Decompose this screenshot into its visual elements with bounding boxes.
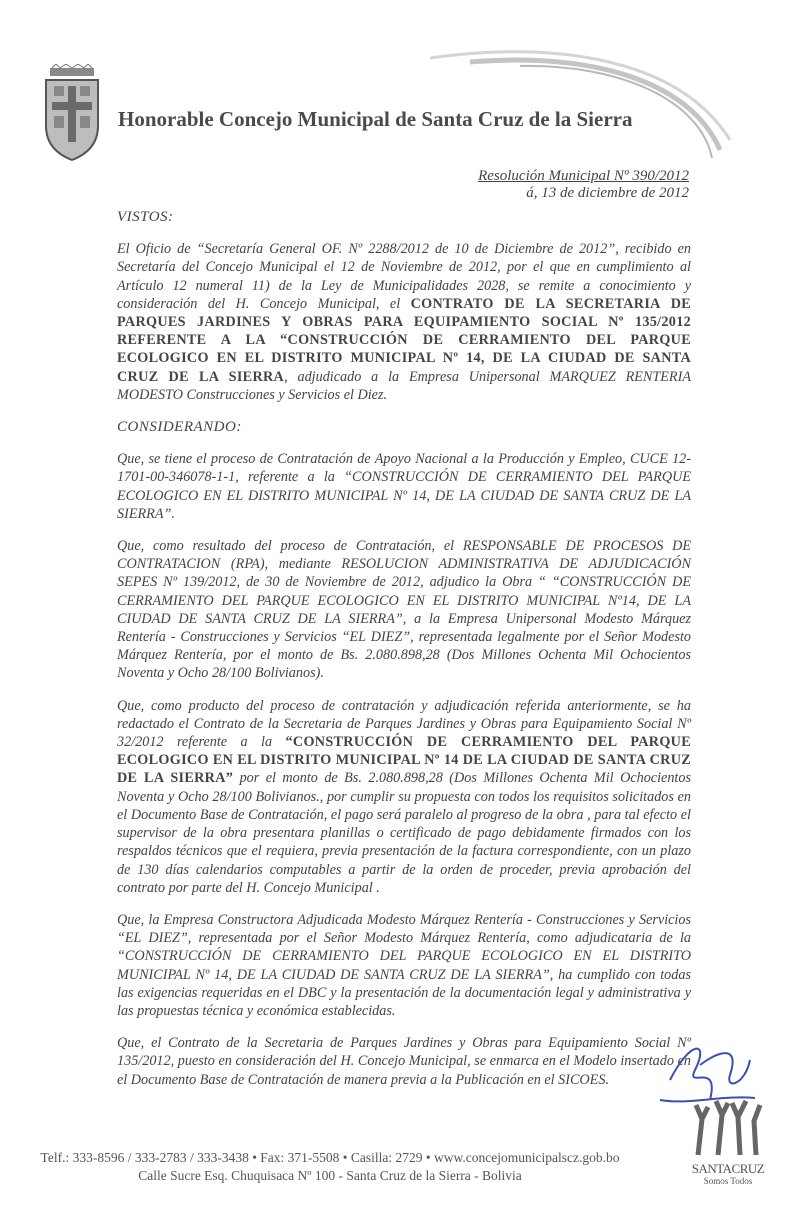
p3-text-b: por el monto de Bs. 2.080.898,28 (Dos Millones Ochenta Mil Ochocientos Noventa y Ocho 28/100 Bolivianos., por cumplir su propuesta con todos los requisitos solicitados en el Documento Base de Contratación, el pago será paralelo al progreso de la obra , para tal efecto el supervisor de la obra presentara planillas o certificado de pago debidamente firmados con los respaldos técnicos que el requiera, previa presentación de la factura correspondiente, con un plazo de 130 días calendarios computables a partir de la orden de proceder, previa aprobación del contrato por parte del H. Concejo Municipal . (117, 770, 691, 896)
resolution-reference (478, 168, 689, 202)
considerando-paragraph-5: Que, el Contrato de la Secretaria de Parques Jardines y Obras para Equipamiento Social Nº 135/2012, puesto en consideración del H. Concejo Municipal, se enmarca en el Modelo insertado en el Documento Base de Contratación de manera previa a la Publicación en el SICOES. (117, 1035, 691, 1088)
considerando-paragraph-4: Que, la Empresa Constructora Adjudicada Modesto Márquez Rentería - Construcciones y Servicios “EL DIEZ”, representada por el Señor Modesto Márquez Rentería, como adjudicataria de la “CONSTRUCCIÓN DE CERRAMIENTO DEL PARQUE ECOLOGICO EN EL DISTRITO MUNICIPAL Nº 14, DE LA CIUDAD DE SANTA CRUZ DE LA SIERRA”, ha cumplido con todas las exigencias requeridas en el DBC y la presentación de la documentación legal y administrativa y las propuestas técnica y económica establecidas. (117, 911, 691, 1019)
resolution-number: Resolución Municipal Nº 390/2012 (478, 168, 689, 184)
footer-address: Calle Sucre Esq. Chuquisaca Nº 100 - Santa Cruz de la Sierra - Bolivia (138, 1168, 522, 1183)
considerando-paragraph-1: Que, se tiene el proceso de Contratación de Apoyo Nacional a la Producción y Empleo, CUCE 12-1701-00-346078-1-1, referente a la “CONSTRUCCIÓN DE CERRAMIENTO DEL PARQUE ECOLOGICO EN EL DISTRITO MUNICIPAL Nº 14, DE LA CIUDAD DE SANTA CRUZ DE LA SIERRA”. (117, 451, 691, 522)
coat-of-arms-icon (40, 64, 104, 162)
document-body (117, 208, 691, 1089)
vistos-paragraph (117, 240, 691, 404)
p3-bold-title: “CONSTRUCCIÓN DE CERRAMIENTO DEL PARQUE ECOLOGICO EN EL DISTRITO MUNICIPAL Nº 14 DE LA CIUDAD DE SANTA CRUZ DE LA SIERRA” (117, 734, 691, 787)
logo-name: SANTACRUZ (691, 1161, 765, 1176)
vistos-bold-contract: CONTRATO DE LA SECRETARIA DE PARQUES JARDINES Y OBRAS PARA EQUIPAMIENTO SOCIAL Nº 135/2012 REFERENTE A LA “CONSTRUCCIÓN DE CERRAMIENTO DEL PARQUE ECOLOGICO EN EL DISTRITO MUNICIPAL Nº 14, DE LA CIUDAD DE SANTA CRUZ DE LA SIERRA (117, 295, 691, 385)
institution-title: Honorable Concejo Municipal de Santa Cruz de la Sierra (118, 107, 633, 131)
considerando-heading: CONSIDERANDO: (117, 419, 242, 436)
considerando-paragraph-2: Que, como resultado del proceso de Contratación, el RESPONSABLE DE PROCESOS DE CONTRATACION (RPA), mediante RESOLUCION ADMINISTRATIVA DE ADJUDICACIÓN SEPES Nº 139/2012, de 30 de Noviembre de 2012, adjudico la Obra “ “CONSTRUCCIÓN DE CERRAMIENTO DEL PARQUE ECOLOGICO EN EL DISTRITO MUNICIPAL Nº14, DE LA CIUDAD DE SANTA CRUZ DE LA SIERRA”, a la Empresa Unipersonal Modesto Márquez Rentería - Construcciones y Servicios “EL DIEZ”, representada legalmente por el Señor Modesto Márquez Rentería, por el monto de Bs. 2.080.898,28 (Dos Millones Ochenta Mil Ochocientos Noventa y Ocho 28/100 Bolivianos). (117, 538, 691, 682)
considerando-paragraph-3 (117, 697, 691, 897)
footer-contact: Telf.: 333-8596 / 333-2783 / 333-3438 • Fax: 371-5508 • Casilla: 2729 • www.concejomunicipalscz.gob.bo (40, 1150, 620, 1165)
vistos-text-2: , adjudicado a la Empresa Unipersonal MARQUEZ RENTERIA MODESTO Construcciones y Servicios el Diez. (117, 368, 691, 403)
vistos-heading: VISTOS: (117, 209, 174, 225)
resolution-date: á, 13 de diciembre de 2012 (526, 185, 689, 201)
logo-tagline: Somos Todos (703, 1176, 753, 1186)
vistos-text-1: El Oficio de “Secretaría General OF. Nº 2288/2012 de 10 de Diciembre de 2012”, recibido en Secretaría del Concejo Municipal el 12 de Noviembre de 2012, por el que en cumplimiento al Artículo 12 numeral 11) de la Ley de Municipalidades 2028, se remite a conocimiento y consideración del H. Concejo Municipal, el (117, 241, 691, 312)
p3-text-a: Que, como producto del proceso de contratación y adjudicación referida anteriormente, se ha redactado el Contrato de la Secretaria de Parques Jardines y Obras para Equipamiento Social Nº 32/2012 referente a la (117, 697, 691, 751)
